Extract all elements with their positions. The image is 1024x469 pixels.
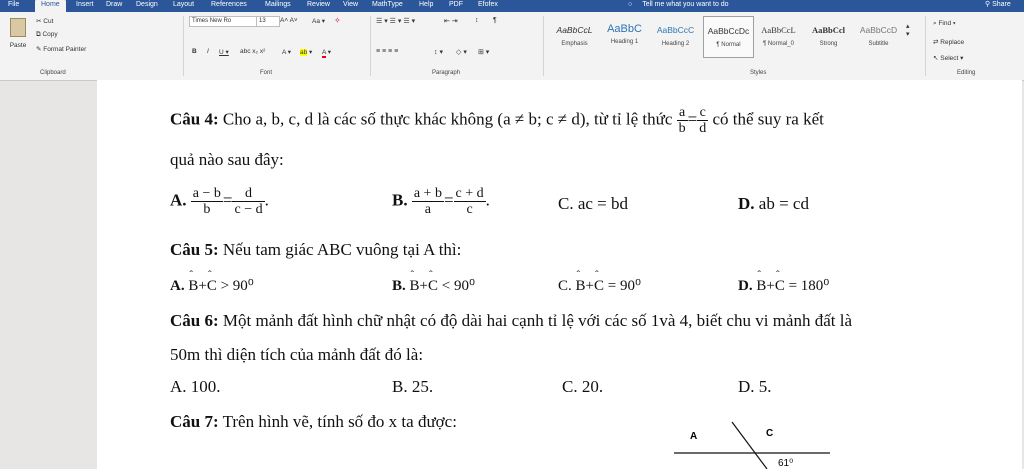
option-6b: B. 25.: [392, 377, 434, 396]
find-label: Find: [938, 20, 952, 27]
option-text: ac = bd: [577, 194, 629, 213]
clear-formatting-icon[interactable]: ✧: [334, 16, 341, 25]
separator: [183, 16, 184, 76]
question-6-text: Một mảnh đất hình chữ nhật có độ dài hai cạnh tỉ lệ với các số 1và 4, biết chu vi mảnh đất là: [222, 311, 852, 330]
question-6-label: Câu 6:: [170, 311, 219, 330]
style-normal[interactable]: [703, 16, 754, 58]
point-c-label: C: [766, 428, 774, 439]
replace-label: Replace: [940, 39, 965, 46]
question-4-line-1: Câu 4: Cho a, b, c, d là các số thực khác không (a ≠ b; c ≠ d), từ tỉ lệ thức $\frac{a}{b}$ = $\frac{c}{d}$ có thể suy ra kết: [170, 105, 824, 136]
option-6a: A. 100.: [170, 377, 221, 396]
denominator: c: [466, 202, 473, 217]
option-6d: D. 5.: [738, 377, 772, 396]
tab-design[interactable]: Design: [136, 1, 158, 8]
style-name: Subtitle: [868, 41, 889, 47]
underline-button[interactable]: U ▾: [219, 49, 229, 56]
option-label: B.: [392, 278, 406, 294]
highlight-button[interactable]: ab ▾: [300, 49, 313, 56]
share-label: Share: [992, 1, 1011, 8]
style-normal-0[interactable]: [754, 16, 803, 56]
replace-button[interactable]: [933, 38, 964, 46]
cut-button[interactable]: [36, 17, 53, 25]
style-preview: AaBbC: [607, 23, 642, 35]
tab-draw[interactable]: Draw: [106, 1, 123, 8]
shading-button[interactable]: ◇ ▾: [456, 49, 467, 56]
styles-group-label: Styles: [750, 70, 767, 76]
question-4-text-end: có thể suy ra kết: [712, 109, 824, 129]
editing-group-label: Editing: [957, 70, 976, 76]
style-preview: AaBbCcL: [761, 25, 796, 35]
replace-icon: ⇄: [933, 39, 939, 46]
person-icon: ⚲: [985, 1, 991, 8]
question-7-text: Trên hình vẽ, tính số đo x ta được:: [222, 412, 457, 431]
clipboard-icon: [10, 18, 26, 37]
strike-sub-sup-buttons[interactable]: abc x₂ x²: [240, 48, 266, 55]
option-label: B.: [392, 190, 408, 210]
question-7-label: Câu 7:: [170, 412, 219, 431]
transversal-line: [732, 422, 767, 469]
ribbon-home: [0, 12, 1024, 81]
style-emphasis[interactable]: [550, 16, 599, 56]
tab-insert[interactable]: Insert: [76, 1, 94, 8]
tab-home[interactable]: Home: [35, 0, 66, 12]
copy-label: Copy: [42, 31, 58, 38]
point-a-label: A: [690, 431, 698, 442]
option-label: A.: [170, 190, 187, 210]
separator: [543, 16, 544, 76]
separator: [925, 16, 926, 76]
font-name-select[interactable]: Times New Ro: [189, 16, 257, 27]
question-6-line-1: [170, 311, 852, 331]
font-color-button[interactable]: A ▾: [322, 49, 332, 56]
option-5c: C. ˆ B+ˆ C = 90⁰: [558, 276, 641, 295]
style-name: Strong: [819, 41, 838, 47]
paragraph-group-label: Paragraph: [432, 70, 461, 76]
select-button[interactable]: ↖ Select ▾: [933, 55, 964, 62]
list-buttons[interactable]: ☰ ▾ ☰ ▾ ☰ ▾: [376, 18, 416, 25]
text-effects-button[interactable]: A ▾: [282, 49, 292, 56]
paste-label: Paste: [9, 42, 27, 49]
option-tail: .: [264, 190, 269, 210]
option-label: C.: [558, 278, 572, 294]
numerator: c + d: [455, 186, 484, 201]
indent-buttons[interactable]: ⇤ ⇥: [444, 18, 458, 25]
style-preview: AaBbCcL: [556, 25, 593, 35]
style-heading-1[interactable]: [600, 16, 649, 56]
option-label: A.: [170, 278, 185, 294]
option-relation: < 90⁰: [441, 278, 475, 294]
share-button[interactable]: [985, 0, 1011, 12]
tab-file[interactable]: File: [8, 1, 20, 8]
denominator: b: [203, 202, 211, 217]
style-heading-2[interactable]: [651, 16, 700, 56]
copy-icon: ⧉: [36, 31, 41, 38]
cursor-icon: ↖: [933, 55, 939, 62]
style-name: Heading 1: [610, 39, 639, 45]
style-name: ¶ Normal: [716, 42, 741, 48]
question-4-label: Câu 4:: [170, 109, 219, 129]
style-name: ¶ Normal_0: [763, 41, 794, 47]
scissors-icon: ✂: [36, 18, 42, 25]
option-4d: [738, 194, 809, 214]
option-5d: D. ˆ B+ˆ C = 180⁰: [738, 276, 829, 295]
style-preview: AaBbCcC: [656, 25, 695, 35]
clipboard-group-label: Clipboard: [40, 70, 66, 76]
tab-mathtype[interactable]: MathType: [372, 1, 403, 8]
copy-button[interactable]: [36, 31, 58, 39]
question-7-figure: [672, 420, 832, 469]
bold-button[interactable]: B: [192, 48, 197, 55]
paste-button[interactable]: [6, 18, 30, 58]
option-5a: A. ˆ B+ˆ C > 90⁰: [170, 276, 254, 295]
option-relation: = 180⁰: [788, 278, 830, 294]
option-tail: .: [485, 190, 490, 210]
format-painter-button[interactable]: [36, 45, 86, 53]
option-6c: C. 20.: [562, 377, 604, 396]
denominator: c − d: [234, 202, 263, 217]
sort-button[interactable]: ↕: [475, 17, 479, 24]
borders-button[interactable]: ⊞ ▾: [478, 49, 490, 56]
style-preview: AaBbCcD: [859, 25, 898, 35]
numerator: d: [232, 186, 264, 202]
find-button[interactable]: ⌕ Find ▾: [933, 20, 956, 27]
tell-me-text: Tell me what you want to do: [642, 1, 729, 8]
tab-help[interactable]: Help: [419, 1, 434, 8]
question-4-text: Cho a, b, c, d là các số thực khác không (a ≠ b; c ≠ d), từ tỉ lệ thức: [222, 109, 673, 129]
numerator: a − b: [192, 186, 221, 201]
question-5-line: [170, 240, 461, 260]
style-subtitle[interactable]: [854, 16, 903, 56]
tab-efofex[interactable]: Efofex: [478, 1, 498, 8]
tab-mailings[interactable]: Mailings: [265, 1, 291, 8]
style-preview: AaBbCcl: [811, 25, 846, 35]
style-strong[interactable]: [804, 16, 853, 56]
select-label: Select: [940, 55, 959, 62]
document-page[interactable]: [97, 80, 1022, 469]
search-icon: ⌕: [933, 20, 937, 27]
denominator: a: [424, 202, 431, 217]
separator: [370, 16, 371, 76]
brush-icon: ✎: [36, 46, 42, 53]
option-label: C.: [558, 194, 574, 213]
option-4c: [558, 194, 628, 214]
question-5-label: Câu 5:: [170, 240, 219, 259]
grow-shrink-font-buttons[interactable]: A˄ A˅: [280, 17, 298, 24]
option-label: D.: [738, 194, 755, 213]
ribbon-tab-bar: [0, 0, 1024, 12]
fraction-c-d: $\frac{c}{d}$: [699, 105, 707, 136]
option-4a: A. $\frac{a - b}{b}$ = $\frac{d}{c - d}$ .: [170, 186, 269, 217]
font-group-label: Font: [260, 70, 273, 76]
option-relation: > 90⁰: [220, 278, 254, 294]
tab-pdf[interactable]: PDF: [449, 1, 463, 8]
change-case-button[interactable]: Aa ▾: [312, 18, 326, 25]
question-7-line: [170, 412, 457, 432]
question-5-text: Nếu tam giác ABC vuông tại A thì:: [222, 240, 462, 259]
style-name: Heading 2: [661, 41, 690, 47]
line-spacing-button[interactable]: ↕ ▾: [434, 49, 443, 56]
option-relation: = 90⁰: [607, 278, 641, 294]
style-preview: AaBbCcDc: [707, 26, 750, 36]
show-marks-button[interactable]: ¶: [493, 17, 497, 24]
option-text: ab = cd: [758, 194, 809, 213]
style-name: Emphasis: [561, 41, 588, 47]
format-painter-label: Format Painter: [43, 46, 87, 53]
font-size-select[interactable]: 13: [256, 16, 280, 27]
tab-review[interactable]: Review: [307, 1, 330, 8]
lightbulb-icon: ○: [628, 1, 633, 8]
tab-layout[interactable]: Layout: [173, 1, 195, 8]
angle-label: 61⁰: [778, 458, 794, 469]
styles-scroll-arrows[interactable]: ▴ ▾: [906, 23, 910, 38]
question-6-line-2: 50m thì diện tích của mảnh đất đó là:: [170, 345, 424, 364]
numerator: a + b: [413, 186, 442, 201]
italic-button[interactable]: I: [207, 48, 209, 55]
question-4-line-2: quả nào sau đây:: [170, 150, 284, 169]
tab-references[interactable]: References: [211, 1, 247, 8]
option-label: D.: [738, 278, 753, 294]
option-5b: B. ˆ B+ˆ C < 90⁰: [392, 276, 475, 295]
option-4b: B. $\frac{a + b}{a}$ = $\frac{c + d}{c}$ .: [392, 186, 490, 217]
tell-me-search[interactable]: [628, 0, 729, 12]
fraction-a-b: $\frac{a}{b}$: [678, 105, 686, 136]
align-buttons[interactable]: ≡ ≡ ≡ ≡: [376, 48, 399, 55]
cut-label: Cut: [43, 18, 54, 25]
tab-view[interactable]: View: [343, 1, 359, 8]
